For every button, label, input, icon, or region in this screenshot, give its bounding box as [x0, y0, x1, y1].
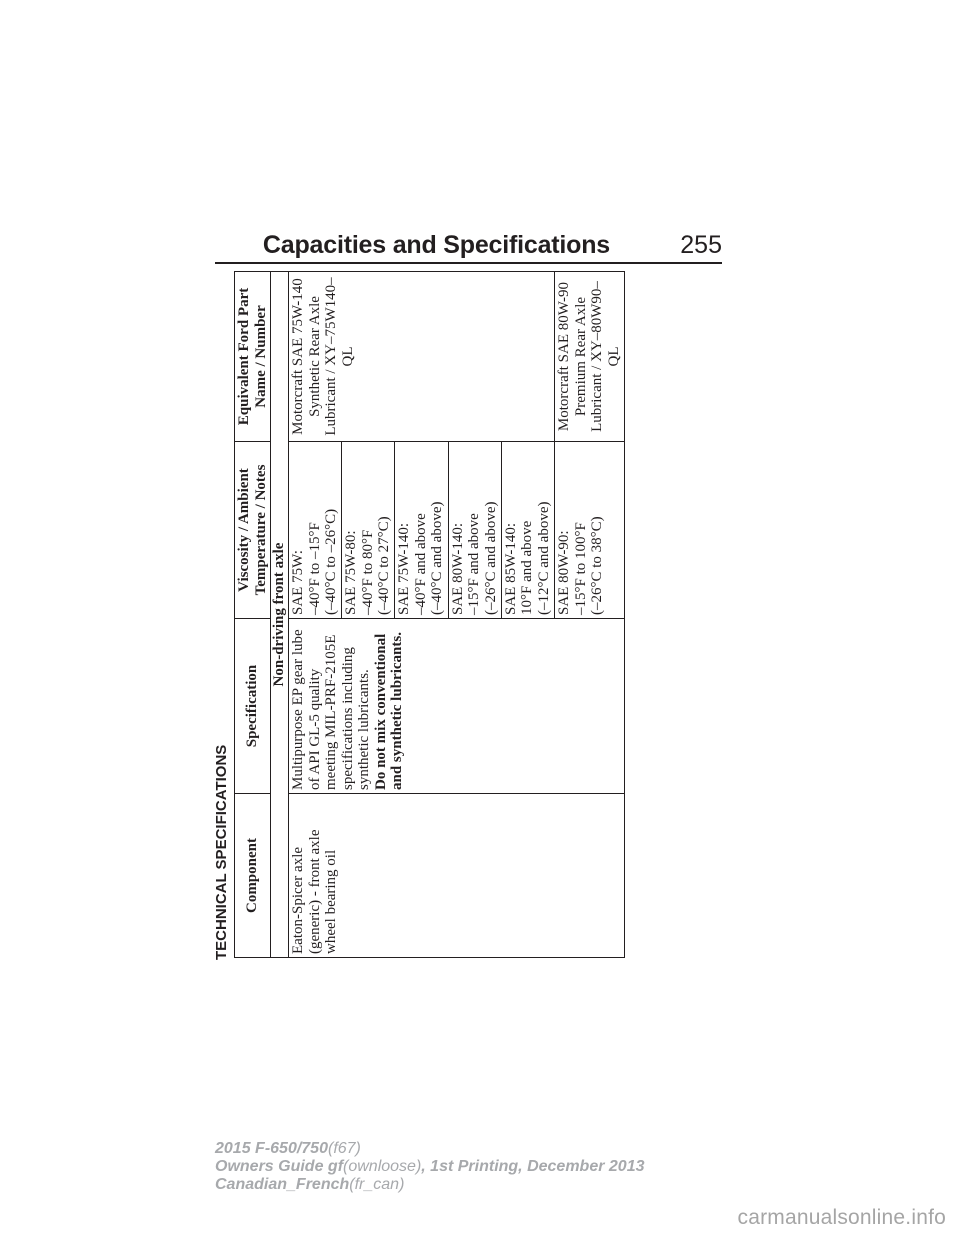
table-header-row	[235, 272, 271, 958]
viscosity-range-c: (–12°C and above)	[535, 501, 552, 615]
viscosity-grade: SAE 80W-90:	[556, 530, 573, 615]
viscosity-range-f: –15°F and above	[466, 513, 483, 615]
viscosity-grade: SAE 85W-140:	[502, 522, 519, 615]
footer-line-1	[215, 1140, 644, 1158]
viscosity-cell	[555, 442, 625, 619]
viscosity-range-c: (–26°C to 38°C)	[589, 516, 606, 615]
band-label: Non-driving front axle	[271, 272, 289, 958]
footer-model: 2015 F-650/750	[215, 1140, 328, 1157]
viscosity-range-c: (–26°C and above)	[482, 501, 499, 615]
page-title: Capacities and Specifications	[262, 231, 610, 259]
table-row	[289, 272, 342, 958]
viscosity-cell	[395, 442, 448, 619]
footer-guide-code: (ownloose)	[343, 1158, 422, 1175]
footer-language: Canadian_French	[215, 1176, 350, 1193]
ford-part-cell: Motorcraft SAE 75W-140 Synthetic Rear Axle Lubricant / XY–75W140–QL	[289, 272, 555, 442]
viscosity-grade: SAE 75W:	[290, 550, 306, 615]
footer-line-3	[215, 1176, 644, 1194]
specification-text: Multipurpose EP gear lube of API GL-5 quality meeting MIL-PRF-2105E specifications including synthetic lubricants.	[290, 629, 372, 790]
viscosity-range-f: 10°F and above	[519, 520, 536, 615]
footer-printing: , 1st Printing, December 2013	[421, 1158, 645, 1175]
print-footer	[215, 1140, 644, 1194]
viscosity-range-f: –40°F to 80°F	[359, 529, 376, 615]
viscosity-grade: SAE 75W-80:	[343, 530, 360, 615]
specification-cell	[289, 619, 625, 794]
footer-model-code: (f67)	[327, 1140, 361, 1157]
header-rule	[215, 262, 722, 264]
header-component: Component	[235, 794, 271, 958]
viscosity-cell	[501, 442, 554, 619]
footer-line-2	[215, 1158, 644, 1176]
header-viscosity: Viscosity / Ambient Temperature / Notes	[235, 442, 271, 619]
footer-guide: Owners Guide gf	[215, 1158, 344, 1175]
header-ford-part: Equivalent Ford Part Name / Number	[235, 272, 271, 442]
watermark: carmanualsonline.info	[737, 1206, 946, 1229]
viscosity-range-f: –40°F and above	[412, 513, 429, 615]
viscosity-range-c: (–40°C to –26°C)	[323, 508, 339, 615]
viscosity-range-c: (–40°C to 27°C)	[376, 516, 393, 615]
component-cell: Eaton-Spicer axle (generic) - front axle wheel bearing oil	[289, 794, 625, 958]
header-specification: Specification	[235, 619, 271, 794]
section-title: TECHNICAL SPECIFICATIONS	[213, 744, 230, 960]
viscosity-range-f: –40°F to –15°F	[306, 522, 323, 615]
viscosity-range-c: (–40°C and above)	[429, 501, 446, 615]
spec-table-container	[234, 272, 625, 958]
footer-language-code: (fr_can)	[349, 1176, 405, 1193]
ford-part-cell: Motorcraft SAE 80W-90 Premium Rear Axle Lubricant / XY–80W90–QL	[555, 272, 625, 442]
viscosity-grade: SAE 75W-140:	[396, 522, 413, 615]
viscosity-cell	[342, 442, 395, 619]
viscosity-cell	[289, 442, 342, 619]
specification-warning: Do not mix conventional and synthetic lubricants.	[372, 632, 405, 790]
viscosity-range-f: –15°F to 100°F	[572, 522, 589, 615]
viscosity-cell	[448, 442, 501, 619]
table-band-row	[271, 272, 289, 958]
page-number: 255	[680, 231, 722, 259]
viscosity-grade: SAE 80W-140:	[449, 522, 466, 615]
spec-table	[234, 271, 625, 958]
page-header	[0, 228, 722, 262]
